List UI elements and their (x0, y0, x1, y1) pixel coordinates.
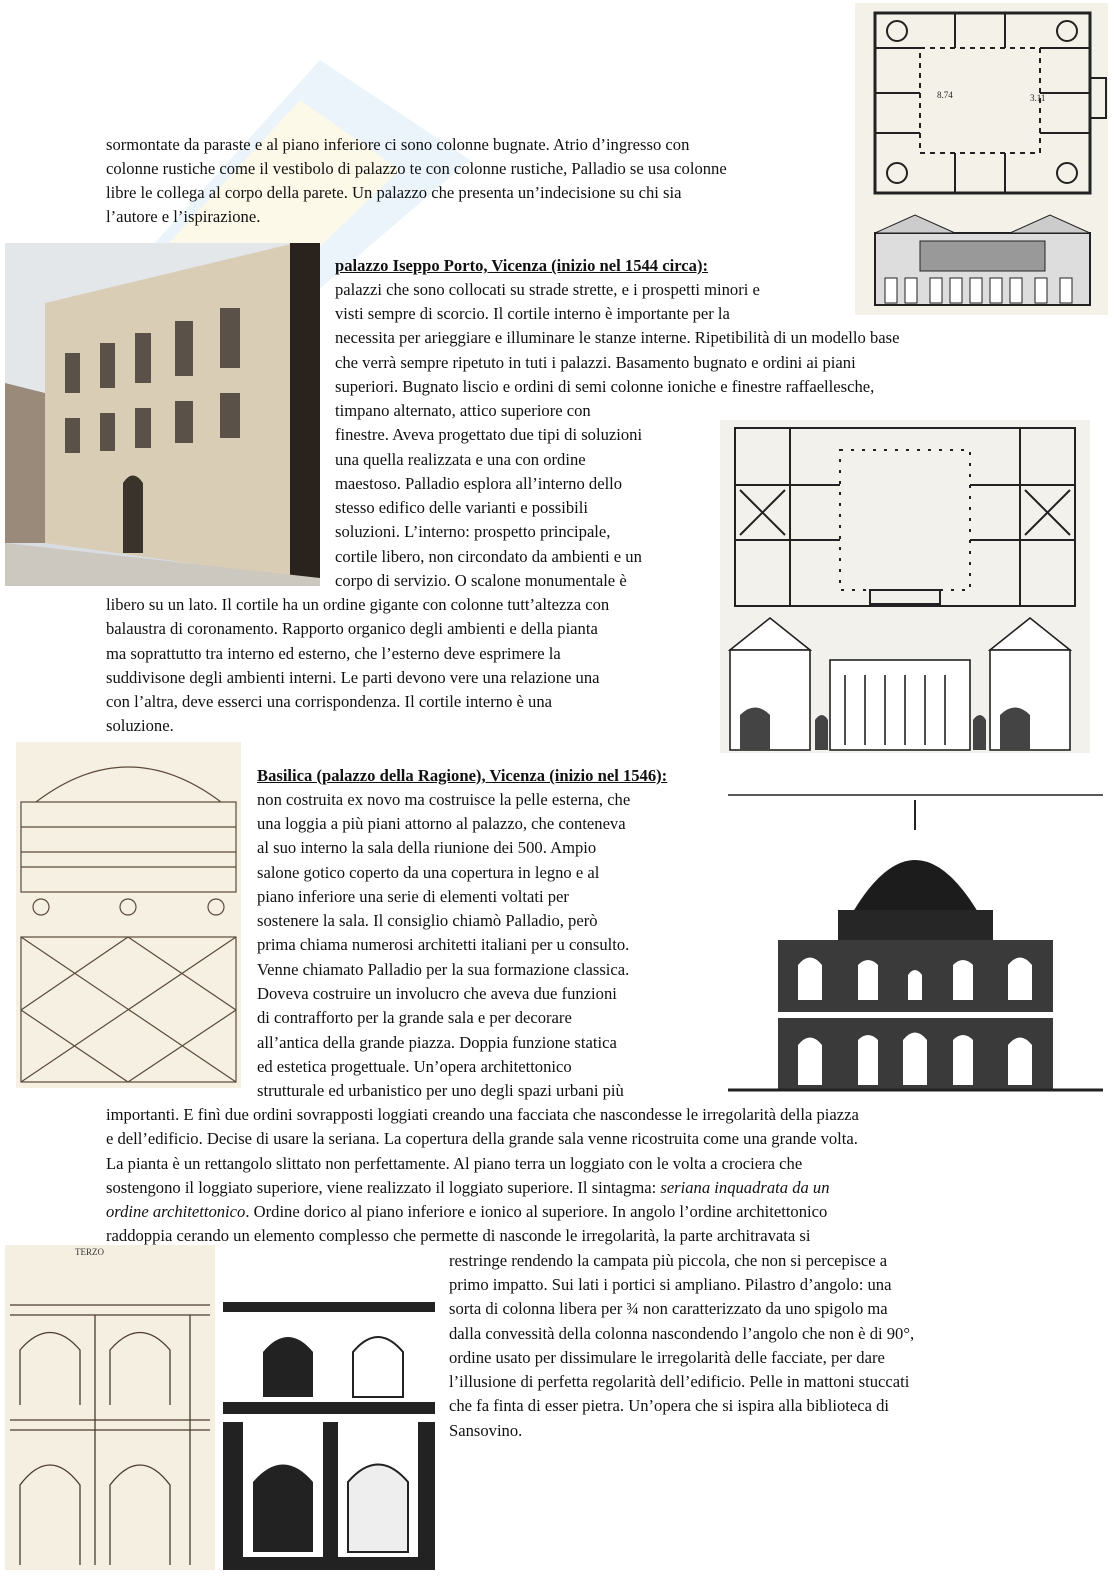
text-line: stesso edifico delle varianti e possibili (335, 498, 588, 517)
text-line: sorta di colonna libera per ¾ non caratterizzato da uno spigolo ma (449, 1299, 888, 1318)
text-line: maestoso. Palladio esplora all’interno dello (335, 474, 623, 493)
text-line: di contrafforto per la grande sala e per decorare (257, 1008, 572, 1027)
text-line (106, 1200, 827, 1224)
text-line: piano inferiore una serie di elementi voltati per (257, 887, 569, 906)
basilica-loggia-image (223, 1252, 435, 1570)
text-line: suddivisone degli ambienti interni. Le parti devono vere una relazione una (106, 668, 600, 687)
text-line: e dell’edificio. Decise di usare la seriana. La copertura della grande sala venne ricostruita come una grande volta. (106, 1129, 858, 1148)
palazzo-porto-plan-figure (720, 420, 1090, 753)
text-line: all’antica della grande piazza. Doppia funzione statica (257, 1033, 617, 1052)
text-run: . Ordine dorico al piano inferiore e ionico al superiore. In angolo l’ordine architettonico (245, 1202, 828, 1221)
text-line: soluzioni. L’interno: prospetto principale, (335, 522, 611, 541)
text-line: restringe rendendo la campata più piccola, che non si percepisce a (449, 1251, 888, 1270)
text-line: sostenere la sala. Il consiglio chiamò Palladio, però (257, 911, 598, 930)
text-line: corpo di servizio. O scalone monumentale è (335, 571, 627, 590)
basilica-section-figure (718, 790, 1108, 1100)
palazzo-porto-photo (5, 243, 320, 586)
text-line: libre le collega al corpo della parete. Un palazzo che presenta un’indecisione su chi sia (106, 183, 682, 202)
scan-label: TERZO (75, 1247, 104, 1257)
text-line: soluzione. (106, 716, 174, 735)
text-line: La pianta è un rettangolo slittato non perfettamente. Al piano terra un loggiato con le volta a crociera che (106, 1154, 803, 1173)
text-line: importanti. E finì due ordini sovrapposti loggiati creando una facciata che nascondesse le irregolarità della piazza (106, 1105, 859, 1124)
text-line: necessita per arieggiare e illuminare le stanze interne. Ripetibilità di un modello base (335, 328, 900, 347)
text-line: l’autore e l’ispirazione. (106, 207, 261, 226)
text-line: l’illusione di perfetta regolarità dell’edificio. Pelle in mattoni stuccati (449, 1372, 910, 1391)
text-line: timpano alternato, attico superiore con (335, 401, 591, 420)
text-line: ordine usato per dissimulare le irregolarità delle facciate, per dare (449, 1348, 885, 1367)
text-line: Doveva costruire un involucro che aveva due funzioni (257, 984, 617, 1003)
text-line: sormontate da paraste e al piano inferiore ci sono colonne bugnate. Atrio d’ingresso con (106, 135, 690, 154)
text-line: prima chiama numerosi architetti italiani per u consulto. (257, 935, 630, 954)
text-line: al suo interno la sala della riunione dei 500. Ampio (257, 838, 597, 857)
text-line: non costruita ex novo ma costruisce la pelle esterna, che (257, 790, 631, 809)
text-line: raddoppia cerando un elemento complesso che permette di nasconde le irregolarità, la parte architravata si (106, 1226, 811, 1245)
basilica-elevation-plan-figure (16, 742, 241, 1088)
text-line: superiori. Bugnato liscio e ordini di semi colonne ioniche e finestre raffaellesche, (335, 377, 875, 396)
text-run: sostengono il loggiato superiore, viene realizzato il loggiato superiore. Il sintagma: (106, 1178, 661, 1197)
text-line: ma soprattutto tra interno ed esterno, che l’esterno deve esprimere la (106, 644, 561, 663)
text-line: che fa finta di esser pietra. Un’opera che si ispira alla biblioteca di (449, 1396, 890, 1415)
text-line: colonne rustiche come il vestibolo di palazzo te con colonne rustiche, Palladio se usa colonne (106, 159, 727, 178)
text-line: visti sempre di scorcio. Il cortile interno è importante per la (335, 304, 730, 323)
text-line: una loggia a più piani attorno al palazzo, che conteneva (257, 814, 626, 833)
italic-phrase: seriana inquadrata da un (660, 1178, 830, 1197)
text-line: cortile libero, non circondato da ambienti e un (335, 547, 642, 566)
section-title-porto: palazzo Iseppo Porto, Vicenza (inizio nel 1544 circa): (335, 256, 708, 275)
plan-label: 3.11 (1030, 93, 1046, 103)
text-line: strutturale ed urbanistico per uno degli spazi urbani più (257, 1081, 624, 1100)
text-line: Sansovino. (449, 1421, 523, 1440)
text-line: una quella realizzata e una con ordine (335, 450, 586, 469)
text-line: salone gotico coperto da una copertura in legno e al (257, 863, 600, 882)
basilica-facade-drawing (5, 1245, 215, 1570)
plan-label: 8.74 (937, 90, 953, 100)
text-line (106, 1176, 830, 1200)
text-line: ed estetica progettuale. Un’opera architettonico (257, 1057, 572, 1076)
text-line: palazzi che sono collocati su strade strette, e i prospetti minori e (335, 280, 760, 299)
text-line: dalla convessità della colonna nascondendo l’angolo che non è di 90°, (449, 1324, 915, 1343)
text-line: primo impatto. Sui lati i portici si ampliano. Pilastro d’angolo: una (449, 1275, 892, 1294)
text-line: libero su un lato. Il cortile ha un ordine gigante con colonne tutt’altezza con (106, 595, 610, 614)
text-line: che verrà sempre ripetuto in tuti i palazzi. Basamento bugnato e ordini ai piani (335, 353, 856, 372)
text-line: finestre. Aveva progettato due tipi di soluzioni (335, 425, 643, 444)
section-title-basilica: Basilica (palazzo della Ragione), Vicenza (inizio nel 1546): (257, 766, 668, 785)
text-line: con l’altra, deve esserci una corrispondenza. Il cortile interno è una (106, 692, 552, 711)
palazzo-plan-elevation-figure (855, 3, 1108, 315)
italic-phrase: ordine architettonico (106, 1202, 246, 1221)
text-line: Venne chiamato Palladio per la sua formazione classica. (257, 960, 630, 979)
text-line: balaustra di coronamento. Rapporto organico degli ambienti e della pianta (106, 619, 598, 638)
